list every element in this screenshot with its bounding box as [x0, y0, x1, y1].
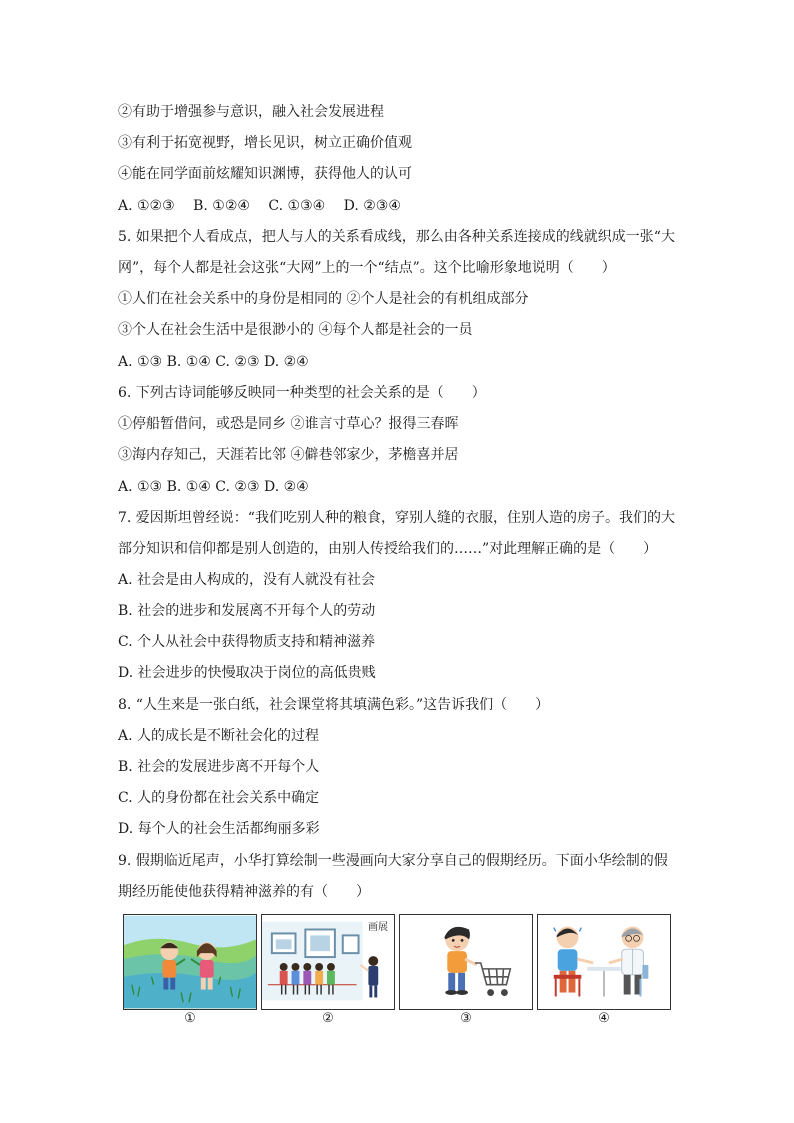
exhibit-label: 画展	[368, 922, 388, 933]
panel-shopping	[399, 914, 533, 1010]
panel-number-2: ②	[322, 1011, 334, 1026]
q7-option-b: B. 社会的进步和发展离不开每个人的劳动	[118, 603, 376, 619]
q7-stem-line2: 部分知识和信仰都是别人创造的，由别人传授给我们的……”对此理解正确的是（ ）	[118, 541, 658, 557]
q5-stem-line1: 5. 如果把个人看成点，把人与人的关系看成线，那么由各种关系连接成的线就织成一张“大	[118, 229, 675, 245]
q6-options-1-2: ①停船暂借问，或恐是同乡 ②谁言寸草心？报得三春晖	[118, 416, 459, 432]
panel-rice-planting	[123, 914, 257, 1010]
q4-option-3: ③有利于拓宽视野，增长见识，树立正确价值观	[118, 135, 412, 151]
q8-stem: 8. “人生来是一张白纸，社会课堂将其填满色彩。”这告诉我们（ ）	[118, 697, 550, 713]
q7-stem-line1: 7. 爱因斯坦曾经说：“我们吃别人种的粮食，穿别人缝的衣服，住别人造的房子。我们的大	[118, 510, 675, 526]
q6-stem: 6. 下列古诗词能够反映同一种类型的社会关系的是（ ）	[118, 385, 486, 401]
panel-number-3: ③	[460, 1011, 472, 1026]
doctor-visit-illustration	[538, 915, 670, 1009]
panel-art-exhibition	[261, 914, 395, 1010]
q5-options-1-2: ①人们在社会关系中的身份是相同的 ②个人是社会的有机组成部分	[118, 291, 529, 307]
q5-answers: A. ①③ B. ①④ C. ②③ D. ②④	[118, 354, 309, 370]
q4-option-4: ④能在同学面前炫耀知识渊博，获得他人的认可	[118, 166, 412, 182]
q7-option-c: C. 个人从社会中获得物质支持和精神滋养	[118, 634, 376, 650]
q4-option-2: ②有助于增强参与意识，融入社会发展进程	[118, 104, 384, 120]
panel-numbers	[123, 1011, 671, 1027]
q8-option-c: C. 人的身份都在社会关系中确定	[118, 790, 320, 806]
panel-doctor-visit	[537, 914, 671, 1010]
q7-option-d: D. 社会进步的快慢取决于岗位的高低贵贱	[118, 665, 376, 681]
q8-option-b: B. 社会的发展进步离不开每个人	[118, 759, 320, 775]
panel-number-1: ①	[184, 1011, 196, 1026]
shopping-cart-illustration	[400, 915, 532, 1009]
q5-options-3-4: ③个人在社会生活中是很渺小的 ④每个人都是社会的一员	[118, 322, 473, 338]
q8-option-d: D. 每个人的社会生活都绚丽多彩	[118, 821, 320, 837]
q9-comic-panels	[123, 914, 671, 1010]
q8-option-a: A. 人的成长是不断社会化的过程	[118, 728, 320, 744]
q4-answers: A. ①②③ B. ①②④ C. ①③④ D. ②③④	[118, 198, 401, 214]
q6-answers: A. ①③ B. ①④ C. ②③ D. ②④	[118, 479, 309, 495]
rice-field-illustration	[124, 915, 256, 1009]
q5-stem-line2: 网”，每个人都是社会这张“大网”上的一个“结点”。这个比喻形象地说明（ ）	[118, 260, 616, 276]
q7-option-a: A. 社会是由人构成的，没有人就没有社会	[118, 572, 376, 588]
q9-stem-line2: 期经历能使他获得精神滋养的有（ ）	[118, 884, 370, 900]
q6-options-3-4: ③海内存知己，天涯若比邻 ④僻巷邻家少，茅檐喜并居	[118, 447, 459, 463]
q9-stem-line1: 9. 假期临近尾声，小华打算绘制一些漫画向大家分享自己的假期经历。下面小华绘制的假	[118, 853, 668, 869]
panel-number-4: ④	[598, 1011, 610, 1026]
